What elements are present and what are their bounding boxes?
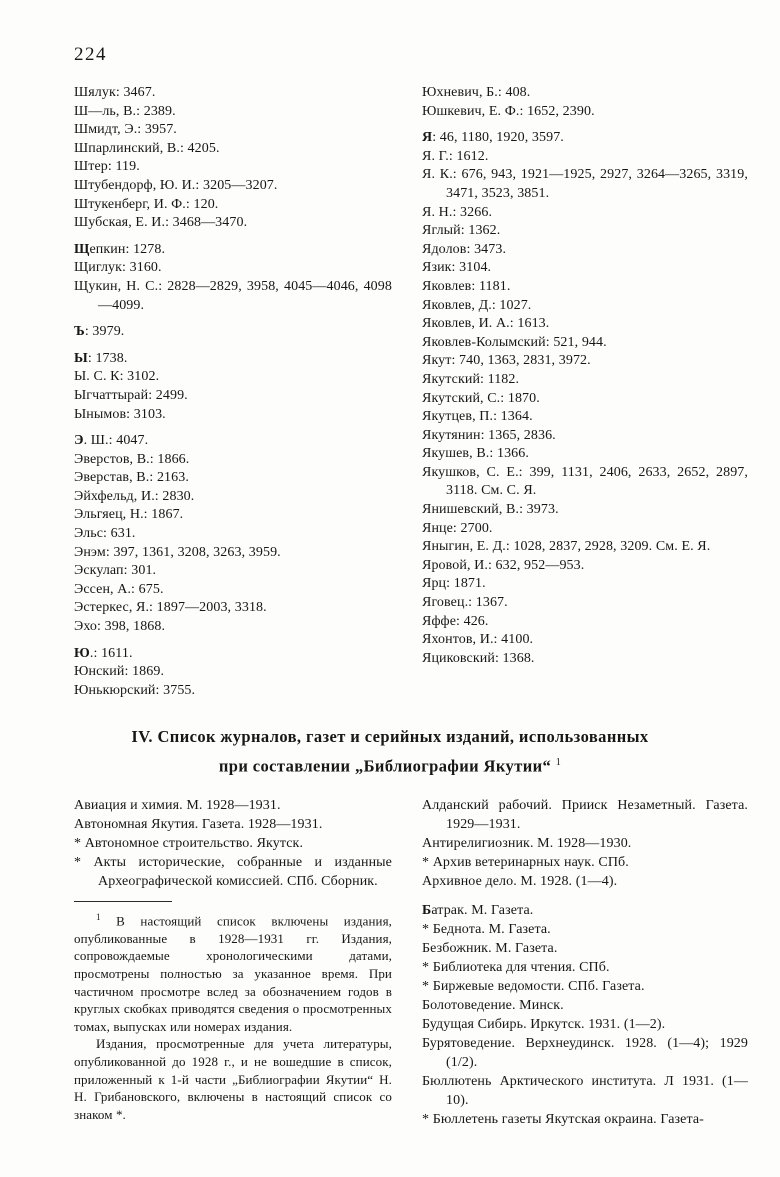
index-entry: Ю.: 1611. xyxy=(74,645,133,661)
footnote-reference: 1 xyxy=(555,757,562,769)
journal-entry: * Беднота. М. Газета. xyxy=(422,921,551,937)
index-entry: Яглый: 1362. xyxy=(422,223,501,239)
journal-list-section xyxy=(74,796,748,1129)
index-entry: Я. Г.: 1612. xyxy=(422,148,489,164)
index-column-right xyxy=(422,84,748,700)
index-entry: Яковлев, Д.: 1027. xyxy=(422,297,532,313)
index-entry: Шубская, Е. И.: 3468—3470. xyxy=(74,215,248,231)
index-entry: Ш—ль, В.: 2389. xyxy=(74,103,176,119)
index-entry: Якутский: 1182. xyxy=(422,371,520,387)
index-entry: Шпарлинский, В.: 4205. xyxy=(74,140,220,156)
index-entry: Штукенберг, И. Ф.: 120. xyxy=(74,196,219,212)
index-entry: Яковлев: 1181. xyxy=(422,278,511,294)
entry-group xyxy=(74,84,392,233)
footnote-separator xyxy=(74,901,172,902)
index-entry: Якутянин: 1365, 2836. xyxy=(422,427,556,443)
entry-group xyxy=(74,350,392,424)
index-entry: Яровой, И.: 632, 952—953. xyxy=(422,557,585,573)
journal-entries-left xyxy=(74,796,392,891)
journal-entry: * Акты исторические, собранные и изданные Археографической комиссией. СПб. Сборник. xyxy=(74,854,392,889)
journal-entry: * Бюллетень газеты Якутская окраина. Газета- xyxy=(422,1111,704,1127)
index-entry: Яныгин, Е. Д.: 1028, 2837, 2928, 3209. См. Е. Я. xyxy=(422,539,711,555)
footnote-paragraph-2 xyxy=(74,1035,392,1123)
journal-entry: Бурятоведение. Верхнеудинск. 1928. (1—4); 1929 (1/2). xyxy=(422,1035,748,1070)
index-entry: Якутцев, П.: 1364. xyxy=(422,409,533,425)
index-entry: Ярц: 1871. xyxy=(422,576,486,592)
index-entry: Яковлев, И. А.: 1613. xyxy=(422,316,550,332)
journal-entry: Антирелигиозник. М. 1928—1930. xyxy=(422,835,632,851)
footnote xyxy=(74,901,392,1123)
footnote-paragraph-1 xyxy=(74,909,392,1035)
index-entry: Эйхфельд, И.: 2830. xyxy=(74,488,195,504)
footnote-text-2: Издания, просмотренные для учета литературы, опубликованной до 1928 г., и не вошедшие в список, приложенный к 1-й части „Библиографии Якутии“ Н. Н. Грибановского, включены в настоящий список со знаком *. xyxy=(74,1036,392,1122)
entry-group xyxy=(422,84,748,121)
journal-entry: * Биржевые ведомости. СПб. Газета. xyxy=(422,978,645,994)
footnote-text-1: В настоящий список включены издания, опубликованные в 1928—1931 гг. Издания, сопровождаемые хронологическими датами, просмотрены полностью за указанное время. При частичном просмотре вслед за обозначением годов в круглых скобках приводятся сведения о просмотренных томах, выпусках или номерах издания. xyxy=(74,913,392,1034)
journal-entry: Бюллютень Арктического института. Л 1931. (1—10). xyxy=(422,1073,748,1108)
page-number: 224 xyxy=(74,44,107,65)
index-entry: Эстеркес, Я.: 1897—2003, 3318. xyxy=(74,600,267,616)
index-entry: Ъ: 3979. xyxy=(74,324,125,340)
index-entry: Щукин, Н. С.: 2828—2829, 3958, 4045—4046, 4098—4099. xyxy=(74,278,392,313)
entry-group xyxy=(74,645,392,701)
index-entry: Якушков, С. Е.: 399, 1131, 2406, 2633, 2652, 2897, 3118. См. С. Я. xyxy=(422,464,748,499)
journal-column-left xyxy=(74,796,392,1129)
index-entry: Ыгчаттырай: 2499. xyxy=(74,387,188,403)
entry-group xyxy=(74,432,392,637)
index-entry: Яциковский: 1368. xyxy=(422,650,535,666)
index-entry: Юнькюрский: 3755. xyxy=(74,682,196,698)
index-entry: Ы. С. К: 3102. xyxy=(74,369,160,385)
journal-entry: Автономная Якутия. Газета. 1928—1931. xyxy=(74,816,323,832)
index-entry: Юхневич, Б.: 408. xyxy=(422,85,531,100)
index-entry: Якушев, В.: 1366. xyxy=(422,446,529,462)
index-entry: Штубендорф, Ю. И.: 3205—3207. xyxy=(74,177,278,193)
index-entry: Яффе: 426. xyxy=(422,613,489,629)
journal-entry: Авиация и химия. М. 1928—1931. xyxy=(74,797,281,813)
index-entry: Юшкевич, Е. Ф.: 1652, 2390. xyxy=(422,103,595,119)
footnote-marker: 1 xyxy=(96,911,101,922)
entry-group xyxy=(74,241,392,315)
journal-entry: Будущая Сибирь. Иркутск. 1931. (1—2). xyxy=(422,1016,666,1032)
index-entry: Щепкин: 1278. xyxy=(74,241,166,257)
index-entry: Язик: 3104. xyxy=(422,260,492,276)
index-entry: Яговец.: 1367. xyxy=(422,595,508,611)
journal-entry: Алданский рабочий. Прииск Незаметный. Газета. 1929—1931. xyxy=(422,797,748,832)
section-title-line1: IV. Список журналов, газет и серийных изданий, использованных xyxy=(131,727,649,747)
index-entry: Якут: 740, 1363, 2831, 3972. xyxy=(422,353,591,369)
index-entry: Эльс: 631. xyxy=(74,526,136,542)
index-entry: Эхо: 398, 1868. xyxy=(74,619,166,635)
index-entry: Э. Ш.: 4047. xyxy=(74,433,149,449)
index-entry: Эльгяец, Н.: 1867. xyxy=(74,507,184,523)
section-title-line2 xyxy=(32,750,748,780)
index-entry: Юнский: 1869. xyxy=(74,664,165,680)
entry-group xyxy=(422,796,748,891)
index-entry: Ы: 1738. xyxy=(74,350,128,366)
section-title xyxy=(32,724,748,780)
journal-entry: Архивное дело. М. 1928. (1—4). xyxy=(422,873,618,889)
journal-entry: * Архив ветеринарных наук. СПб. xyxy=(422,854,629,870)
index-section xyxy=(74,84,748,700)
index-entry: Янишевский, В.: 3973. xyxy=(422,502,559,518)
index-entry: Якутский, С.: 1870. xyxy=(422,390,540,406)
index-entry: Ядолов: 3473. xyxy=(422,241,507,257)
index-entry: Я. Н.: 3266. xyxy=(422,204,493,220)
index-entry: Янце: 2700. xyxy=(422,520,493,536)
index-entry: Энэм: 397, 1361, 3208, 3263, 3959. xyxy=(74,544,281,560)
entry-group xyxy=(74,323,392,342)
entry-group xyxy=(74,796,392,891)
journal-entry: Батрак. М. Газета. xyxy=(422,902,534,918)
journal-entry: Болотоведение. Минск. xyxy=(422,997,564,1013)
index-entry: Щиглук: 3160. xyxy=(74,260,162,276)
index-entry: Эверстав, В.: 2163. xyxy=(74,470,189,486)
index-entry: Я: 46, 1180, 1920, 3597. xyxy=(422,130,564,146)
index-entry: Яковлев-Колымский: 521, 944. xyxy=(422,334,607,350)
entry-group xyxy=(422,129,748,668)
index-entry: Яхонтов, И.: 4100. xyxy=(422,632,534,648)
index-entry: Эверстов, В.: 1866. xyxy=(74,451,190,467)
journal-column-right xyxy=(422,796,748,1129)
section-title-line2-text: при составлении „Библиографии Якутии“ xyxy=(218,756,556,776)
index-entry: Ынымов: 3103. xyxy=(74,406,166,422)
index-column-left xyxy=(74,84,392,700)
index-entry: Шялук: 3467. xyxy=(74,85,156,100)
index-entry: Я. К.: 676, 943, 1921—1925, 2927, 3264—3265, 3319, 3471, 3523, 3851. xyxy=(422,167,748,201)
journal-entry: Безбожник. М. Газета. xyxy=(422,940,558,956)
index-entry: Эскулап: 301. xyxy=(74,563,157,579)
index-entry: Штер: 119. xyxy=(74,159,140,175)
index-entry: Шмидт, Э.: 3957. xyxy=(74,122,177,138)
journal-entry: * Библиотека для чтения. СПб. xyxy=(422,959,610,975)
journal-entry: * Автономное строительство. Якутск. xyxy=(74,835,304,851)
entry-group xyxy=(422,901,748,1129)
index-entry: Эссен, А.: 675. xyxy=(74,581,164,597)
